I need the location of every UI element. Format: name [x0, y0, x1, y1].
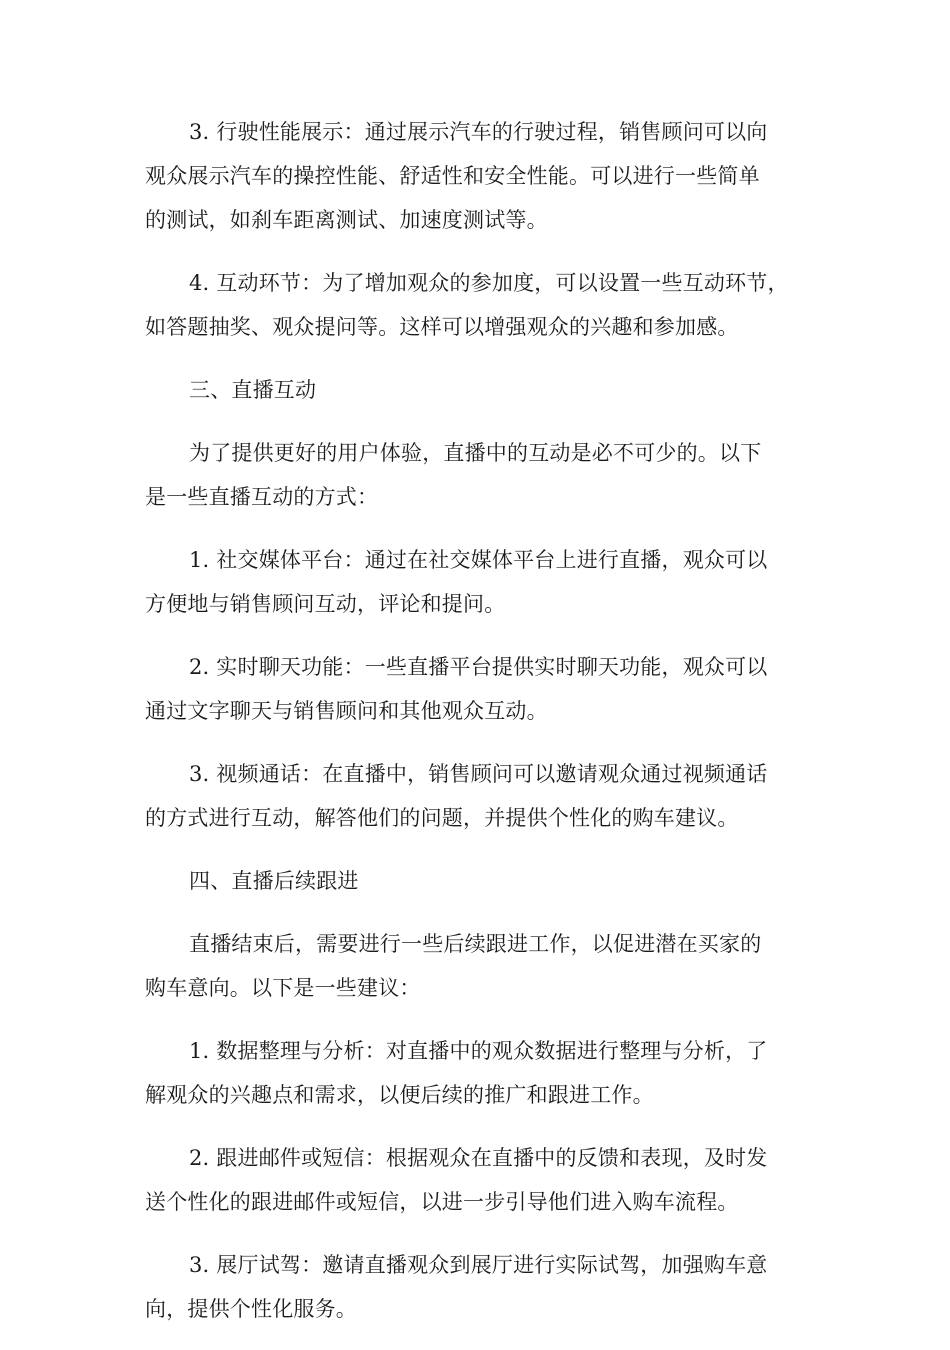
- paragraph-line: 购车意向。以下是一些建议：: [145, 976, 421, 1000]
- paragraph-line: 2. 跟进邮件或短信：根据观众在直播中的反馈和表现，及时发: [189, 1146, 768, 1170]
- paragraph-line: 通过文字聊天与销售顾问和其他观众互动。: [145, 699, 548, 723]
- paragraph-line: 方便地与销售顾问互动，评论和提问。: [145, 592, 506, 616]
- paragraph-social-media: [145, 538, 820, 626]
- paragraph-line: 3. 行驶性能展示：通过展示汽车的行驶过程，销售顾问可以向: [189, 120, 768, 144]
- heading-text: 三、直播互动: [189, 378, 317, 402]
- paragraph-video-call: [145, 752, 820, 840]
- paragraph-interaction-segment: [145, 261, 820, 349]
- paragraph-line: 1. 数据整理与分析：对直播中的观众数据进行整理与分析，了: [189, 1039, 768, 1063]
- paragraph-interaction-intro: [145, 431, 820, 519]
- paragraph-line: 为了提供更好的用户体验，直播中的互动是必不可少的。以下: [189, 441, 762, 465]
- heading-text: 四、直播后续跟进: [189, 869, 359, 893]
- paragraph-line: 解观众的兴趣点和需求，以便后续的推广和跟进工作。: [145, 1083, 654, 1107]
- paragraph-line: 向，提供个性化服务。: [145, 1297, 357, 1321]
- paragraph-line: 3. 视频通话：在直播中，销售顾问可以邀请观众通过视频通话: [189, 762, 768, 786]
- section-heading-live-interaction: [145, 368, 820, 412]
- paragraph-showroom-test-drive: [145, 1243, 820, 1331]
- paragraph-line: 3. 展厅试驾：邀请直播观众到展厅进行实际试驾，加强购车意: [189, 1253, 768, 1277]
- paragraph-line: 观众展示汽车的操控性能、舒适性和安全性能。可以进行一些简单: [145, 164, 760, 188]
- paragraph-line: 4. 互动环节：为了增加观众的参加度，可以设置一些互动环节，: [189, 271, 789, 295]
- section-heading-follow-up: [145, 859, 820, 903]
- paragraph-data-analysis: [145, 1029, 820, 1117]
- document-body: [145, 110, 820, 1350]
- paragraph-live-chat: [145, 645, 820, 733]
- paragraph-line: 直播结束后，需要进行一些后续跟进工作，以促进潜在买家的: [189, 932, 762, 956]
- paragraph-driving-performance: [145, 110, 820, 242]
- paragraph-line: 的方式进行互动，解答他们的问题，并提供个性化的购车建议。: [145, 806, 739, 830]
- paragraph-follow-up-intro: [145, 922, 820, 1010]
- paragraph-line: 1. 社交媒体平台：通过在社交媒体平台上进行直播，观众可以: [189, 548, 768, 572]
- paragraph-line: 送个性化的跟进邮件或短信，以进一步引导他们进入购车流程。: [145, 1190, 739, 1214]
- paragraph-line: 如答题抽奖、观众提问等。这样可以增强观众的兴趣和参加感。: [145, 315, 739, 339]
- paragraph-follow-up-email: [145, 1136, 820, 1224]
- paragraph-line: 是一些直播互动的方式：: [145, 485, 379, 509]
- paragraph-line: 2. 实时聊天功能：一些直播平台提供实时聊天功能，观众可以: [189, 655, 768, 679]
- paragraph-line: 的测试，如刹车距离测试、加速度测试等。: [145, 208, 548, 232]
